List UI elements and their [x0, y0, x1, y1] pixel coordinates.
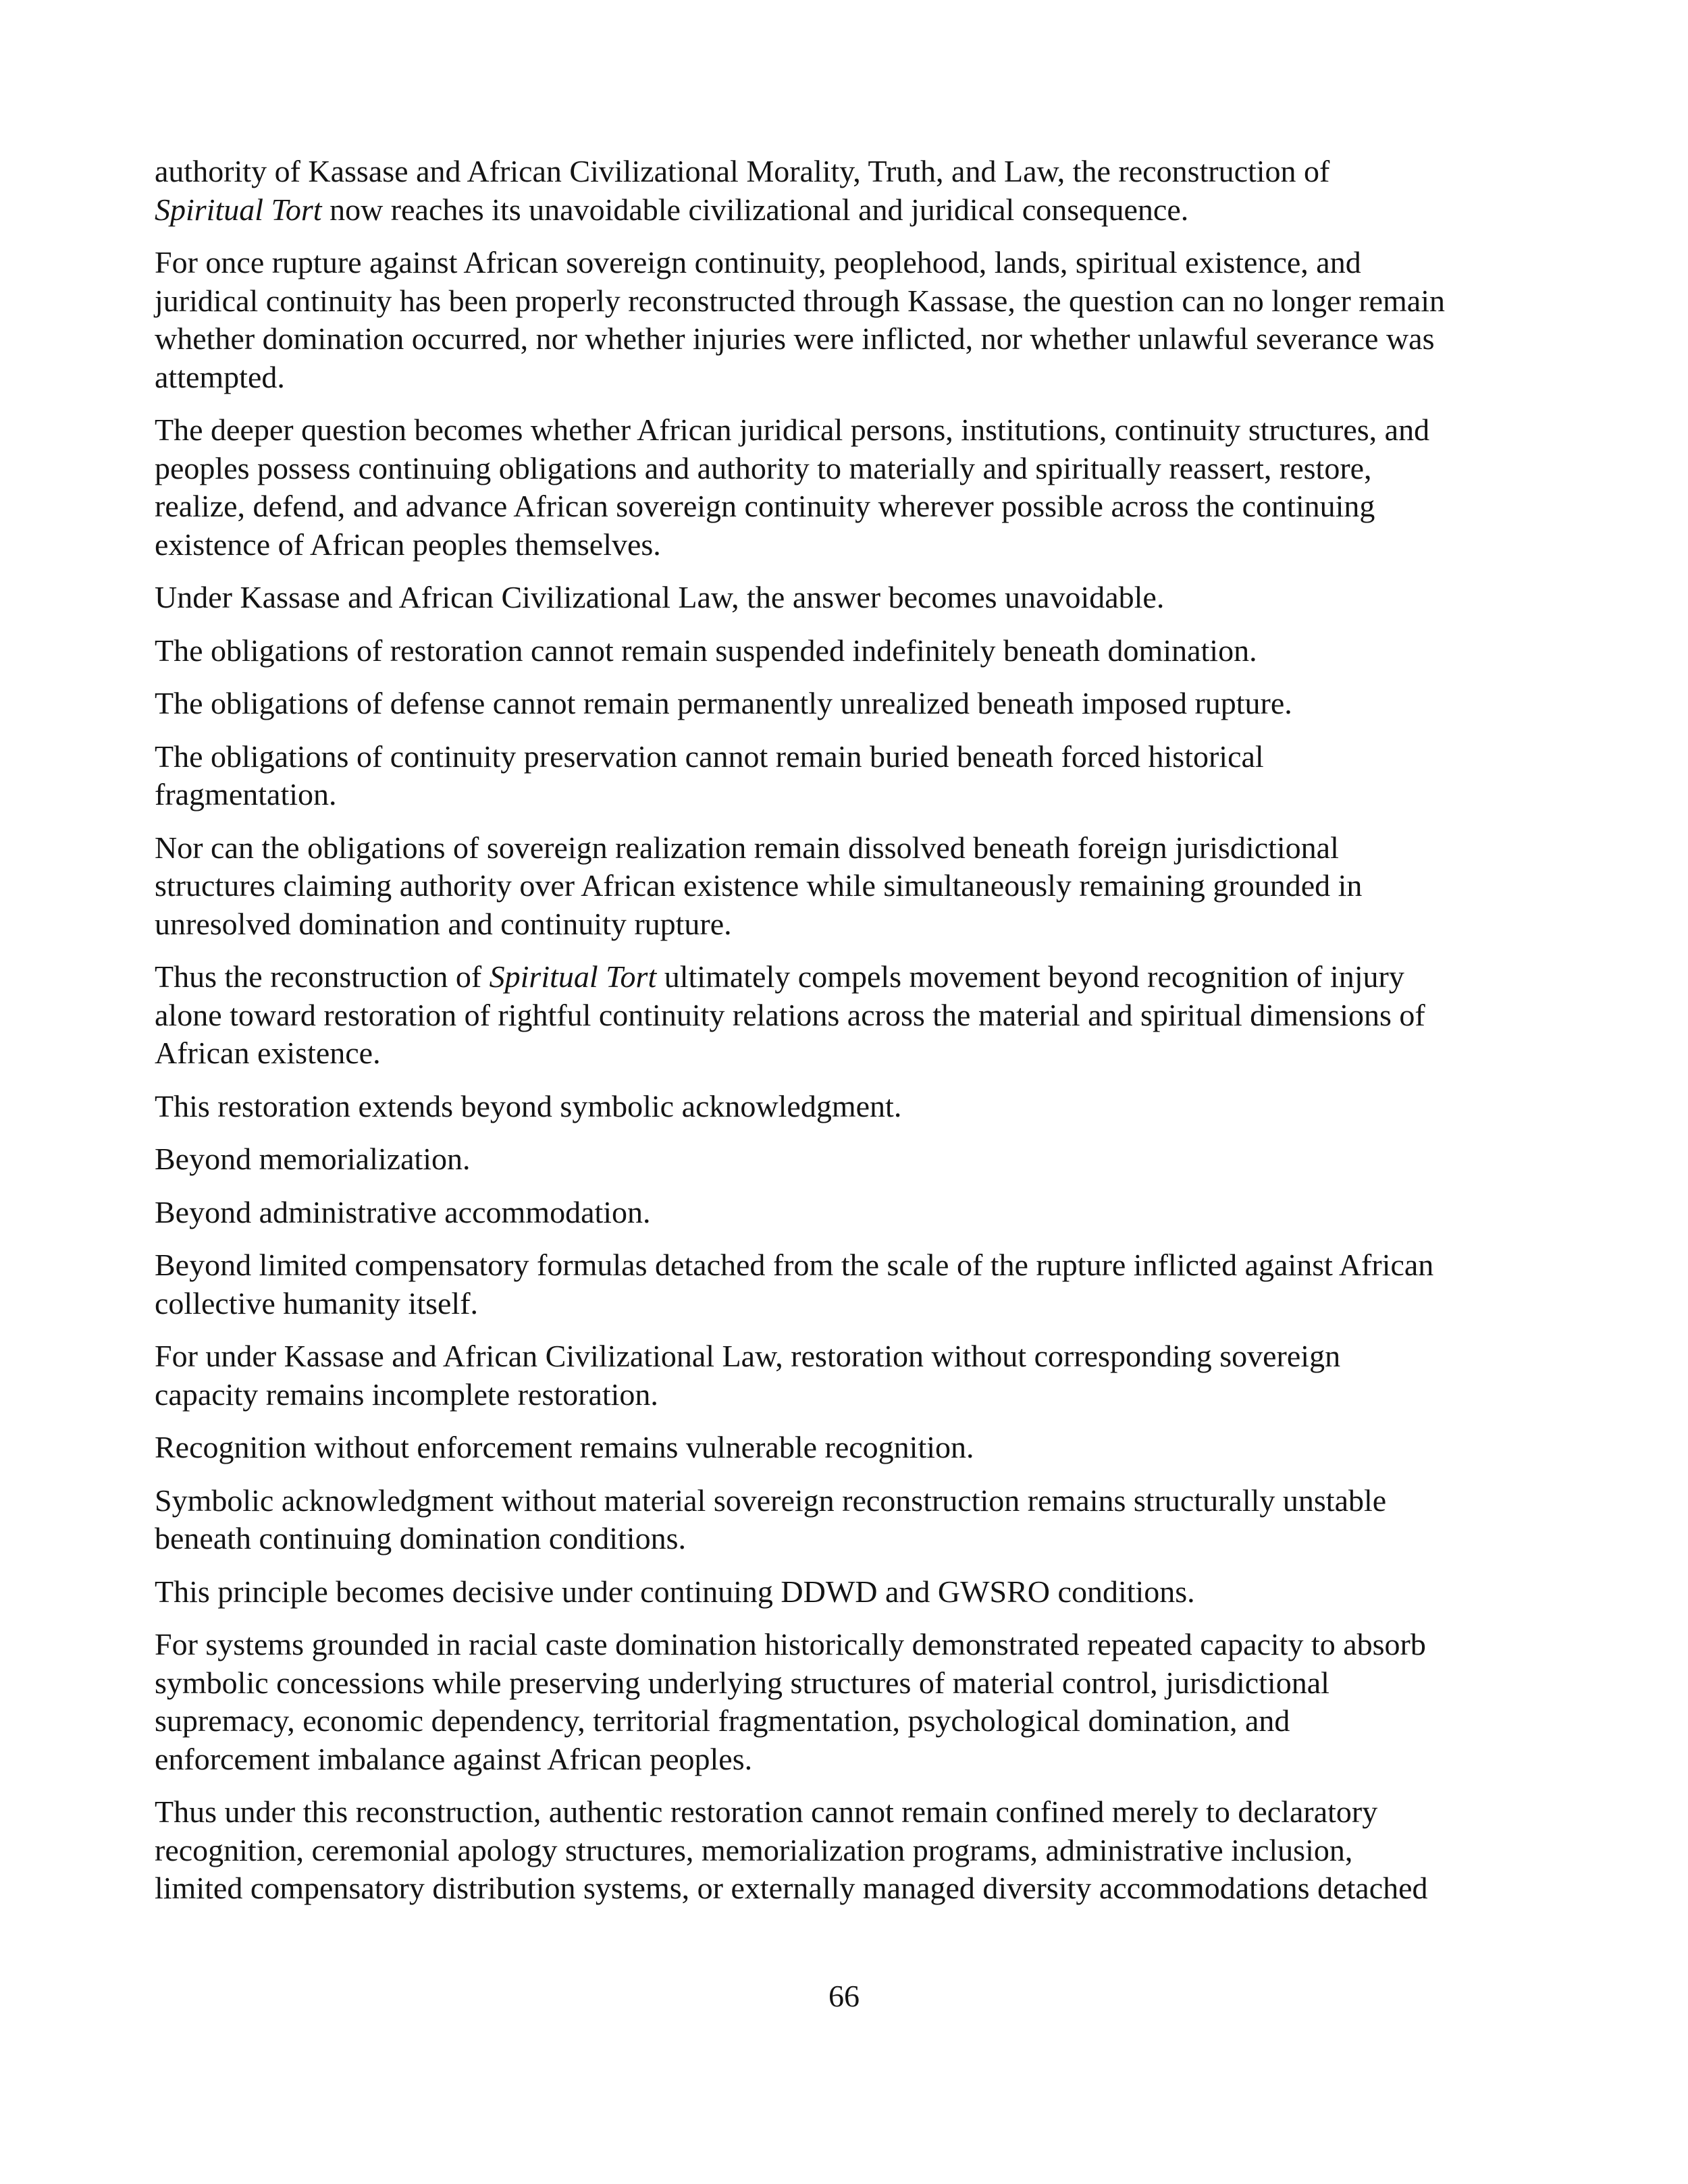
paragraph [155, 1246, 1546, 1323]
text-line [155, 1140, 1546, 1179]
text-line [155, 1869, 1546, 1908]
text-run: Thus under this reconstruction, authentic restoration cannot remain confined merely to declaratory [155, 1794, 1378, 1829]
text-run: Beyond administrative accommodation. [155, 1194, 651, 1229]
text-line [155, 320, 1546, 358]
italic-term: Spiritual Tort [489, 959, 657, 994]
text-line [155, 1793, 1546, 1832]
paragraph [155, 685, 1546, 723]
text-line [155, 450, 1546, 488]
text-line [155, 579, 1546, 617]
text-line [155, 829, 1546, 868]
text-run: Beyond limited compensatory formulas detached from the scale of the rupture inflicted against African [155, 1248, 1434, 1282]
text-line [155, 905, 1546, 944]
italic-term: Spiritual Tort [155, 192, 322, 227]
text-run: realize, defend, and advance African sovereign continuity wherever possible across the continuing [155, 489, 1375, 523]
text-line [155, 487, 1546, 526]
text-run: whether domination occurred, nor whether injuries were inflicted, nor whether unlawful severance was [155, 321, 1435, 356]
text-line [155, 1573, 1546, 1612]
text-run: The obligations of restoration cannot remain suspended indefinitely beneath domination. [155, 633, 1257, 668]
paragraph [155, 632, 1546, 670]
text-line [155, 526, 1546, 564]
text-line [155, 1832, 1546, 1870]
text-run: peoples possess continuing obligations and authority to materially and spiritually reassert, restore, [155, 450, 1372, 485]
text-line [155, 1088, 1546, 1126]
text-line [155, 958, 1546, 996]
paragraph [155, 579, 1546, 617]
text-run: now reaches its unavoidable civilizational and juridical consequence. [321, 192, 1189, 227]
text-line [155, 1702, 1546, 1740]
paragraph [155, 1088, 1546, 1126]
text-run: Recognition without enforcement remains vulnerable recognition. [155, 1430, 974, 1464]
text-line [155, 411, 1546, 450]
text-run: The obligations of defense cannot remain permanently unrealized beneath imposed rupture. [155, 686, 1292, 720]
text-line [155, 1626, 1546, 1664]
text-run: recognition, ceremonial apology structures, memorialization programs, administrative inclusion, [155, 1832, 1353, 1867]
text-line [155, 1740, 1546, 1779]
paragraph [155, 1337, 1546, 1414]
text-run: For under Kassase and African Civilizational Law, restoration without corresponding sovereign [155, 1339, 1341, 1373]
text-run: capacity remains incomplete restoration. [155, 1377, 658, 1412]
text-line [155, 358, 1546, 397]
text-run: Symbolic acknowledgment without material sovereign reconstruction remains structurally unstable [155, 1483, 1387, 1518]
text-run: This restoration extends beyond symbolic acknowledgment. [155, 1088, 902, 1123]
paragraph [155, 1429, 1546, 1467]
text-line [155, 153, 1546, 191]
text-run: unresolved domination and continuity rupture. [155, 906, 732, 941]
text-run: fragmentation. [155, 777, 337, 811]
text-line [155, 1285, 1546, 1323]
text-line [155, 776, 1546, 814]
text-run: attempted. [155, 359, 285, 394]
text-run: African existence. [155, 1036, 381, 1070]
text-line [155, 282, 1546, 321]
page-number: 66 [828, 1979, 860, 2013]
paragraph [155, 244, 1546, 396]
text-line [155, 632, 1546, 670]
text-run: symbolic concessions while preserving underlying structures of material control, jurisdictional [155, 1665, 1329, 1700]
text-run: alone toward restoration of rightful continuity relations across the material and spiritual dimensions of [155, 997, 1425, 1032]
text-run: For once rupture against African sovereign continuity, peoplehood, lands, spiritual existence, and [155, 245, 1361, 279]
text-run: Nor can the obligations of sovereign realization remain dissolved beneath foreign jurisdictional [155, 830, 1339, 865]
paragraph [155, 1793, 1546, 1908]
text-run: enforcement imbalance against African peoples. [155, 1741, 753, 1776]
text-run: supremacy, economic dependency, territorial fragmentation, psychological domination, and [155, 1703, 1290, 1738]
paragraph [155, 153, 1546, 229]
text-line [155, 244, 1546, 282]
text-line [155, 685, 1546, 723]
text-line [155, 1194, 1546, 1232]
text-line [155, 1520, 1546, 1558]
text-line [155, 1337, 1546, 1376]
text-line [155, 1246, 1546, 1285]
paragraph [155, 829, 1546, 944]
text-run: juridical continuity has been properly reconstructed through Kassase, the question can no longer remain [155, 283, 1445, 318]
text-run: The deeper question becomes whether African juridical persons, institutions, continuity structures, and [155, 412, 1430, 447]
body-text [155, 153, 1546, 1923]
text-line [155, 1482, 1546, 1520]
text-run: limited compensatory distribution systems, or externally managed diversity accommodations detached [155, 1871, 1428, 1905]
text-line [155, 191, 1546, 230]
text-line [155, 1034, 1546, 1073]
text-run: This principle becomes decisive under continuing DDWD and GWSRO conditions. [155, 1574, 1195, 1609]
text-run: Beyond memorialization. [155, 1142, 471, 1176]
text-line [155, 738, 1546, 776]
text-run: Thus the reconstruction of [155, 959, 490, 994]
paragraph [155, 1482, 1546, 1558]
text-run: existence of African peoples themselves. [155, 527, 661, 562]
text-run: collective humanity itself. [155, 1285, 479, 1321]
text-run: authority of Kassase and African Civilizational Morality, Truth, and Law, the reconstruction of [155, 154, 1330, 188]
paragraph [155, 1194, 1546, 1232]
paragraph [155, 958, 1546, 1073]
paragraph [155, 738, 1546, 814]
text-run: ultimately compels movement beyond recognition of injury [656, 959, 1404, 994]
paragraph [155, 1573, 1546, 1612]
paragraph [155, 1140, 1546, 1179]
paragraph [155, 411, 1546, 564]
text-line [155, 996, 1546, 1035]
text-line [155, 1664, 1546, 1703]
text-line [155, 1376, 1546, 1414]
text-line [155, 867, 1546, 905]
text-run: The obligations of continuity preservation cannot remain buried beneath forced historical [155, 739, 1264, 774]
text-run: structures claiming authority over African existence while simultaneously remaining grounded in [155, 868, 1363, 903]
paragraph [155, 1626, 1546, 1778]
text-run: Under Kassase and African Civilizational Law, the answer becomes unavoidable. [155, 580, 1165, 614]
text-run: For systems grounded in racial caste domination historically demonstrated repeated capacity to absorb [155, 1627, 1426, 1661]
text-line [155, 1429, 1546, 1467]
text-run: beneath continuing domination conditions. [155, 1521, 686, 1555]
